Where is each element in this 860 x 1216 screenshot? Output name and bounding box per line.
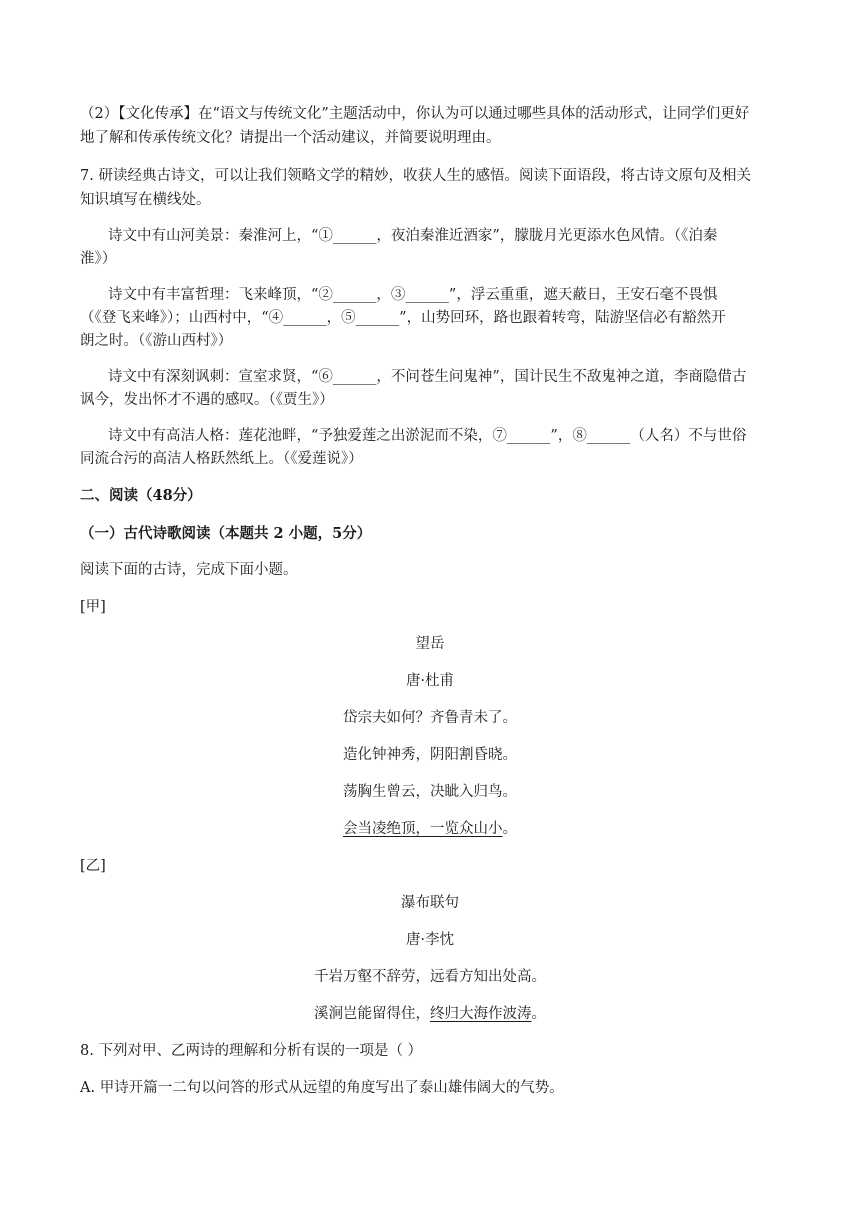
sub-section-heading: （一）古代诗歌阅读（本题共 2 小题，5分）: [80, 525, 372, 542]
q7-paragraph-2-line-3: 朗之时。（《游山西村》）: [80, 333, 233, 349]
poem-a-line-4: [0, 819, 860, 839]
q7-paragraph-1-line-1: 诗文中有山河美景：秦淮河上，“①______，夜泊秦淮近酒家”，朦胧月光更添水色风情。（《泊秦: [108, 228, 718, 244]
poem-b-title: 瀑布联句: [401, 895, 459, 911]
poem-b-underlined-phrase: 终归大海作波涛: [430, 1006, 532, 1022]
q6-2-line-1: （2）【文化传承】在“语文与传统文化”主题活动中，你认为可以通过哪些具体的活动形式，让同学们更好: [80, 106, 750, 122]
q7-stem-line-1: 7. 研读经典古诗文，可以让我们领略文学的精妙，收获人生的感悟。阅读下面语段，将古诗文原句及相关: [80, 168, 751, 184]
q7-paragraph-3-line-1: 诗文中有深刻讽刺：宣室求贤，“⑥______，不问苍生问鬼神”，国计民生不敌鬼神之道，李商隐借古: [108, 369, 747, 385]
poem-a-line-1: 岱宗夫如何？齐鲁青未了。: [343, 710, 517, 726]
q8-stem: 8. 下列对甲、乙两诗的理解和分析有误的一项是（ ）: [80, 1043, 423, 1059]
poem-b-line-2: [0, 1004, 860, 1024]
poem-a-line-3: 荡胸生曾云，决眦入归鸟。: [343, 784, 517, 800]
q7-paragraph-2-line-1: 诗文中有丰富哲理：飞来峰顶，“②______，③______”，浮云重重，遮天蔽日，王安石毫不畏惧: [108, 287, 718, 303]
poem-a-marker: [甲]: [80, 599, 106, 615]
q7-paragraph-4-line-1: 诗文中有高洁人格：莲花池畔，“予独爱莲之出淤泥而不染，⑦______”，⑧______（人名）不与世俗: [108, 428, 747, 444]
reading-instruction: 阅读下面的古诗，完成下面小题。: [80, 562, 298, 578]
q8-option-a: A. 甲诗开篇一二句以问答的形式从远望的角度写出了泰山雄伟阔大的气势。: [80, 1080, 564, 1096]
poem-a-underlined-phrase: 会当凌绝顶，一览众山小: [343, 821, 503, 837]
poem-a-author: 唐·杜甫: [405, 673, 455, 689]
q7-paragraph-2-line-2: （《登飞来峰》）；山西村中，“④______，⑤______”，山势回环，路也跟着转弯，陆游坚信必有豁然开: [80, 310, 726, 326]
poem-a-line-2: 造化钟神秀，阴阳割昏晓。: [343, 747, 517, 763]
poem-b-author: 唐·李忱: [405, 932, 455, 948]
poem-a-line-4-end: 。: [502, 821, 517, 837]
section-heading: 二、阅读（48分）: [80, 487, 202, 504]
q7-stem-line-2: 知识填写在横线处。: [80, 192, 211, 208]
poem-b-line-1: 千岩万壑不辞劳，远看方知出处高。: [314, 969, 546, 985]
poem-b-marker: [乙]: [80, 858, 106, 874]
poem-b-line-2-end: 。: [531, 1006, 546, 1022]
q7-paragraph-4-line-2: 同流合污的高洁人格跃然纸上。（《爱莲说》）: [80, 451, 363, 467]
q7-paragraph-1-line-2: 淮》）: [80, 251, 117, 267]
q7-paragraph-3-line-2: 讽今，发出怀才不遇的感叹。（《贾生》）: [80, 392, 334, 408]
poem-b-line-2-start: 溪涧岂能留得住，: [314, 1006, 430, 1022]
poem-a-title: 望岳: [415, 636, 445, 652]
q6-2-line-2: 地了解和传承传统文化？请提出一个活动建议，并简要说明理由。: [80, 130, 501, 146]
